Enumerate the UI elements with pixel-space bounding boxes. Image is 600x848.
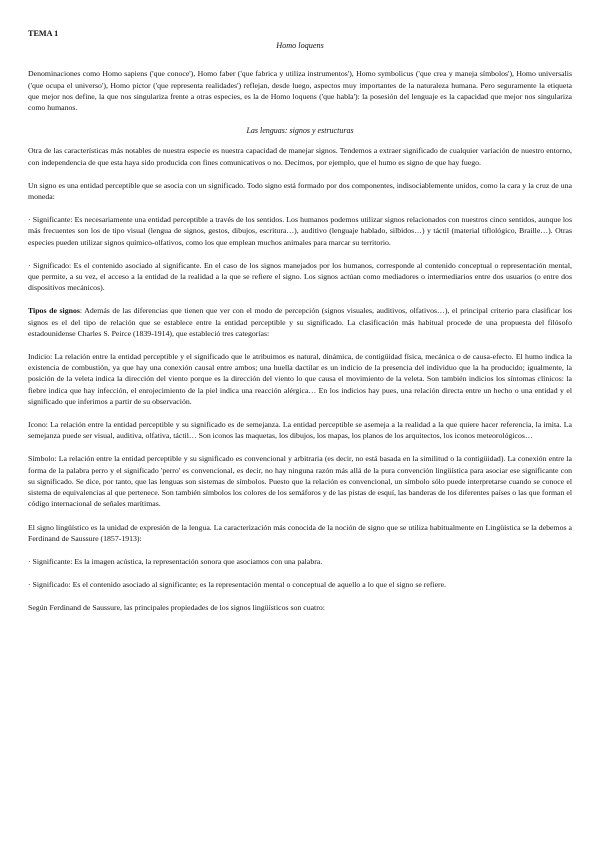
paragraph-significado: · Significado: Es el contenido asociado al significante. En el caso de los signos manejados por los humanos, corresponde al contenido conceptual o representación mental, que permite, a su vez, el acceso a la entidad de la realidad a la que se refiere el signo. Los signos actúan como mediadores o intermediarios entre dos usuarios (o entre dos dispositivos mecánicos). [28, 260, 572, 293]
document-page [28, 28, 572, 626]
paragraph-sign-definition: Un signo es una entidad perceptible que se asocia con un significado. Todo signo está formado por dos componentes, indisociablemente unidos, como la cara y la cruz de una moneda: [28, 180, 572, 202]
paragraph-indicio: Indicio: La relación entre la entidad perceptible y el significado que le atribuimos es natural, dinámica, de contigüidad física, mecánica o de causa-efecto. El humo indica la existencia de combustión, ya que hay una conexión causal entre ambos; una huella dactilar es un indicio de la presencia del individuo que la ha producido; igualmente, la posición de la veleta indica la dirección del viento porque es la dirección del viento lo que causa el movimiento de la veleta. Son también indicios los síntomas clínicos: la fiebre indica que hay infección, el enrojecimiento de la piel indica una reacción alérgica… En los indicios hay pues, una relación directa entre un hecho o una entidad y el significado que inferimos a partir de su observación. [28, 352, 572, 406]
paragraph-saussure-significado: · Significado: Es el contenido asociado al significante; es la representación mental o conceptual de aquello a lo que el signo se refiere. [28, 580, 447, 590]
paragraph-significante: · Significante: Es necesariamente una entidad perceptible a través de los sentidos. Los humanos podemos utilizar signos relacionados con nuestros cinco sentidos, aunque los más frecuentes son los de tipo visual (lengua de signos, gestos, dibujos, escritura…), auditivo (lenguaje hablado, silbidos…) y táctil (material tiflológico, Braille…). Otras especies pueden utilizar signos químico-olfativos, como los que emplean muchos animales para marcar su territorio. [28, 215, 572, 247]
document-title: Homo loquens [276, 41, 324, 51]
tipos-de-signos-label: Tipos de signos [28, 306, 80, 316]
tipos-de-signos-text: : Además de las diferencias que tienen que ver con el modo de percepción (signos visuales, auditivos, olfativos…), el principal criterio para clasificar los signos es el del tipo de relación que se establece entre la entidad perceptible y su significado. La clasificación más habitual procede de una propuesta del filósofo estadounidense Charles S. Peirce (1839-1914), que estableció tres categorías: [28, 306, 572, 338]
paragraph-propiedades: Según Ferdinand de Saussure, las principales propiedades de los signos lingüísticos son cuatro: [28, 603, 325, 613]
paragraph-icono: Icono: La relación entre la entidad perceptible y su significado es de semejanza. La entidad perceptible se asemeja a la realidad a la que quiere hacer referencia, la imita. La semejanza puede ser visual, auditiva, olfativa, táctil… Son iconos las maquetas, los dibujos, los mapas, los planos de los arquitectos, los iconos meteorológicos… [28, 420, 572, 441]
paragraph-signo-linguistico: El signo lingüístico es la unidad de expresión de la lengua. La caracterización más conocida de la noción de signo que se utiliza habitualmente en Lingüística se la debemos a Ferdinand de Saussure (1857-1913): [28, 522, 572, 543]
paragraph-saussure-significante: · Significante: Es la imagen acústica, la representación sonora que asociamos con una palabra. [28, 556, 323, 566]
paragraph-tipos-de-signos [28, 305, 572, 339]
paragraph-simbolo: Símbolo: La relación entre la entidad perceptible y su significado es convencional y arbitraria (es decir, no está basada en la similitud o la contigüidad). La conexión entre la forma de la palabra perro y el significado 'perro' es convencional, es decir, no hay ninguna razón más allá de la pura convención lingüística para asociar ese significante con su significado. Se dice, por tanto, que las lenguas son sistemas de símbolos. Puesto que la relación es convencional, un símbolo sólo puede interpretarse cuando se conoce el sistema de equivalencias al que pertenece. Son también símbolos los colores de los semáforos y de las pistas de esquí, las banderas de los diferentes países o las que forman el código internacional de señales marítimas. [28, 454, 572, 509]
paragraph-signs-capacity: Otra de las características más notables de nuestra especie es nuestra capacidad de manejar signos. Tendemos a extraer significado de cualquier variación de nuestro entorno, con independencia de que esta haya sido producida con fines comunicativos o no. Decimos, por ejemplo, que el humo es signo de que hay fuego. [28, 146, 572, 167]
intro-paragraph: Denominaciones como Homo sapiens ('que conoce'), Homo faber ('que fabrica y utiliza instrumentos'), Homo symbolicus ('que crea y maneja símbolos'), Homo universalis ('que ocupa el universo'), Homo pictor ('que representa realidades') reflejan, desde luego, aspectos muy importantes de la naturaleza humana. Pero seguramente la etiqueta que mejor nos define, la que nos singulariza frente a otras especies, es la de Homo loquens ('que habla'): la posesión del lenguaje es la capacidad que mejor nos singulariza como humanos. [28, 69, 572, 113]
section-title: Las lenguas: signos y estructuras [246, 126, 354, 136]
topic-heading: TEMA 1 [28, 29, 59, 38]
